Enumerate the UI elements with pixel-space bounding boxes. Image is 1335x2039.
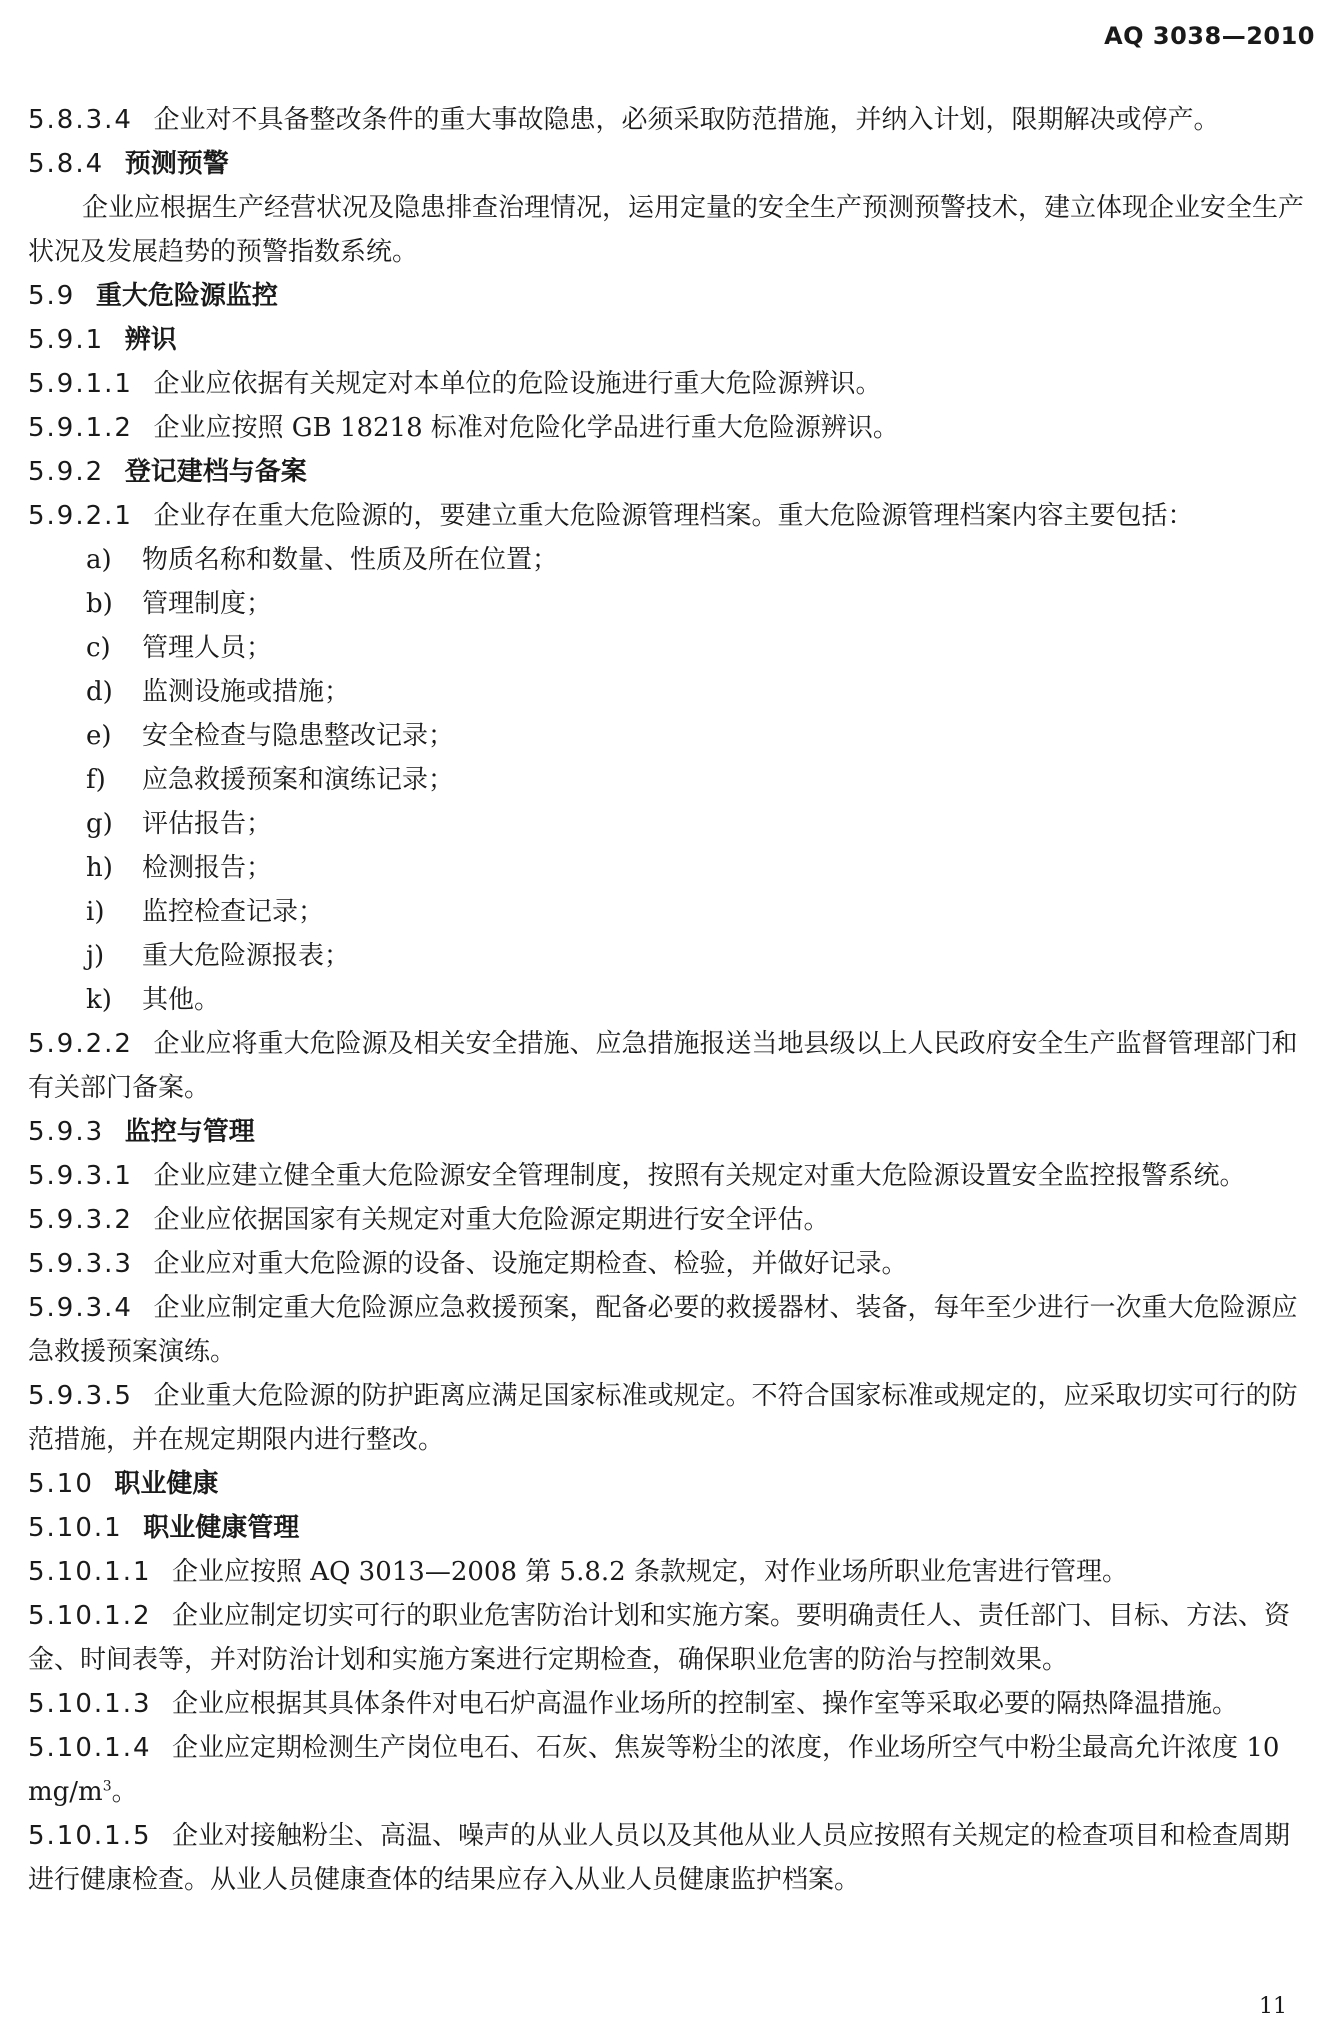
list-item: [28, 934, 1311, 978]
section-title: 职业健康: [114, 1469, 219, 1499]
clause-text: 企业对不具备整改条件的重大事故隐患，必须采取防范措施，并纳入计划，限期解决或停产。: [153, 105, 1220, 135]
section-number: 5.9.1: [28, 325, 105, 355]
list-item-label: a): [86, 545, 112, 575]
document-body: [28, 98, 1311, 1902]
clause-number: 5.9.3.1: [28, 1161, 133, 1191]
clause: [28, 1022, 1311, 1110]
clause-text: 企业应制定重大危险源应急救援预案，配备必要的救援器材、装备，每年至少进行一次重大危险源应急救援预案演练。: [28, 1293, 1298, 1367]
clause: [28, 1374, 1311, 1462]
section-heading: [28, 1462, 1311, 1506]
clause: [28, 1286, 1311, 1374]
list-item-label: e): [86, 721, 112, 751]
list-item-text: 其他。: [142, 985, 221, 1015]
list-item-text: 管理制度；: [142, 589, 273, 619]
clause-number: 5.9.3.3: [28, 1249, 133, 1279]
clause: [28, 1198, 1311, 1242]
section-number: 5.9.2: [28, 457, 105, 487]
section-number: 5.9: [28, 281, 76, 311]
paragraph-text: 企业应根据生产经营状况及隐患排查治理情况，运用定量的安全生产预测预警技术，建立体现企业安全生产状况及发展趋势的预警指数系统。: [28, 193, 1305, 267]
list-item: [28, 978, 1311, 1022]
clause-text: 企业应依据有关规定对本单位的危险设施进行重大危险源辨识。: [153, 369, 882, 399]
clause-number: 5.9.1.2: [28, 413, 133, 443]
section-heading: [28, 450, 1311, 494]
section-number: 5.10: [28, 1469, 94, 1499]
section-heading: [28, 1110, 1311, 1154]
clause: [28, 494, 1311, 538]
clause-number: 5.8.3.4: [28, 105, 133, 135]
section-title: 重大危险源监控: [95, 281, 278, 311]
clause-number: 5.9.1.1: [28, 369, 133, 399]
list-item-label: f): [86, 765, 106, 795]
list-item: [28, 758, 1311, 802]
clause: [28, 1242, 1311, 1286]
list-item: [28, 582, 1311, 626]
clause-number: 5.10.1.4: [28, 1733, 152, 1763]
clause-number: 5.10.1.3: [28, 1689, 152, 1719]
list-item-text: 监控检查记录；: [142, 897, 325, 927]
clause-text: 企业应按照 AQ 3013—2008 第 5.8.2 条款规定，对作业场所职业危害进行管理。: [172, 1557, 1128, 1587]
list-item: [28, 538, 1311, 582]
clause: [28, 1814, 1311, 1902]
clause-text: 企业应按照 GB 18218 标准对危险化学品进行重大危险源辨识。: [153, 413, 899, 443]
clause-text: 企业存在重大危险源的，要建立重大危险源管理档案。重大危险源管理档案内容主要包括：: [153, 501, 1194, 531]
list-item: [28, 626, 1311, 670]
superscript: 3: [102, 1778, 112, 1795]
standard-header: AQ 3038—2010: [1104, 22, 1315, 50]
section-heading: [28, 142, 1311, 186]
section-heading: [28, 1506, 1311, 1550]
section-title: 辨识: [124, 325, 177, 355]
clause: [28, 1154, 1311, 1198]
page-number: 11: [1259, 1994, 1287, 2019]
list-item-text: 安全检查与隐患整改记录；: [142, 721, 455, 751]
clause-number: 5.9.2.2: [28, 1029, 133, 1059]
clause: [28, 406, 1311, 450]
clause-number: 5.10.1.2: [28, 1601, 152, 1631]
clause-text: 企业应对重大危险源的设备、设施定期检查、检验，并做好记录。: [153, 1249, 908, 1279]
list-item-label: b): [86, 589, 113, 619]
list-item-text: 检测报告；: [142, 853, 273, 883]
list-item-text: 物质名称和数量、性质及所在位置；: [142, 545, 559, 575]
list-item-label: d): [86, 677, 113, 707]
list-item-text: 应急救援预案和演练记录；: [142, 765, 455, 795]
clause-number: 5.9.3.4: [28, 1293, 133, 1323]
section-heading: [28, 318, 1311, 362]
list-item: [28, 714, 1311, 758]
list-item-text: 监测设施或措施；: [142, 677, 351, 707]
section-heading: [28, 274, 1311, 318]
clause-number: 5.10.1.5: [28, 1821, 152, 1851]
clause-number: 5.9.3.2: [28, 1205, 133, 1235]
list-item-text: 重大危险源报表；: [142, 941, 351, 971]
clause-tail: 。: [111, 1777, 138, 1807]
clause-text: 企业应定期检测生产岗位电石、石灰、焦炭等粉尘的浓度，作业场所空气中粉尘最高允许浓度 10 mg/m: [28, 1733, 1280, 1807]
clause-number: 5.10.1.1: [28, 1557, 152, 1587]
list-item-text: 管理人员；: [142, 633, 273, 663]
list-item-label: i): [86, 897, 105, 927]
clause-text: 企业应建立健全重大危险源安全管理制度，按照有关规定对重大危险源设置安全监控报警系统。: [153, 1161, 1246, 1191]
section-number: 5.8.4: [28, 149, 105, 179]
clause-text: 企业对接触粉尘、高温、噪声的从业人员以及其他从业人员应按照有关规定的检查项目和检查周期进行健康检查。从业人员健康查体的结果应存入从业人员健康监护档案。: [28, 1821, 1291, 1895]
clause: [28, 1550, 1311, 1594]
list-item: [28, 802, 1311, 846]
clause-text: 企业重大危险源的防护距离应满足国家标准或规定。不符合国家标准或规定的，应采取切实可行的防范措施，并在规定期限内进行整改。: [28, 1381, 1298, 1455]
list-item-label: j): [86, 941, 105, 971]
clause: [28, 362, 1311, 406]
list-item: [28, 846, 1311, 890]
clause-text: 企业应根据其具体条件对电石炉高温作业场所的控制室、操作室等采取必要的隔热降温措施。: [172, 1689, 1239, 1719]
section-number: 5.10.1: [28, 1513, 123, 1543]
clause-text: 企业应依据国家有关规定对重大危险源定期进行安全评估。: [153, 1205, 830, 1235]
list-item: [28, 670, 1311, 714]
clause-text: 企业应将重大危险源及相关安全措施、应急措施报送当地县级以上人民政府安全生产监督管理部门和有关部门备案。: [28, 1029, 1298, 1103]
section-title: 职业健康管理: [143, 1513, 300, 1543]
clause-number: 5.9.3.5: [28, 1381, 133, 1411]
list-item-label: k): [86, 985, 112, 1015]
list-item-label: h): [86, 853, 113, 883]
section-title: 预测预警: [124, 149, 229, 179]
clause-number: 5.9.2.1: [28, 501, 133, 531]
clause: [28, 1726, 1311, 1814]
list-item-text: 评估报告；: [142, 809, 273, 839]
list-item: [28, 890, 1311, 934]
clause: [28, 1682, 1311, 1726]
list-item-label: g): [86, 809, 113, 839]
paragraph: [28, 186, 1311, 274]
clause: [28, 1594, 1311, 1682]
section-number: 5.9.3: [28, 1117, 105, 1147]
clause: [28, 98, 1311, 142]
list-item-label: c): [86, 633, 111, 663]
clause-text: 企业应制定切实可行的职业危害防治计划和实施方案。要明确责任人、责任部门、目标、方法、资金、时间表等，并对防治计划和实施方案进行定期检查，确保职业危害的防治与控制效果。: [28, 1601, 1291, 1675]
section-title: 监控与管理: [124, 1117, 255, 1147]
section-title: 登记建档与备案: [124, 457, 307, 487]
